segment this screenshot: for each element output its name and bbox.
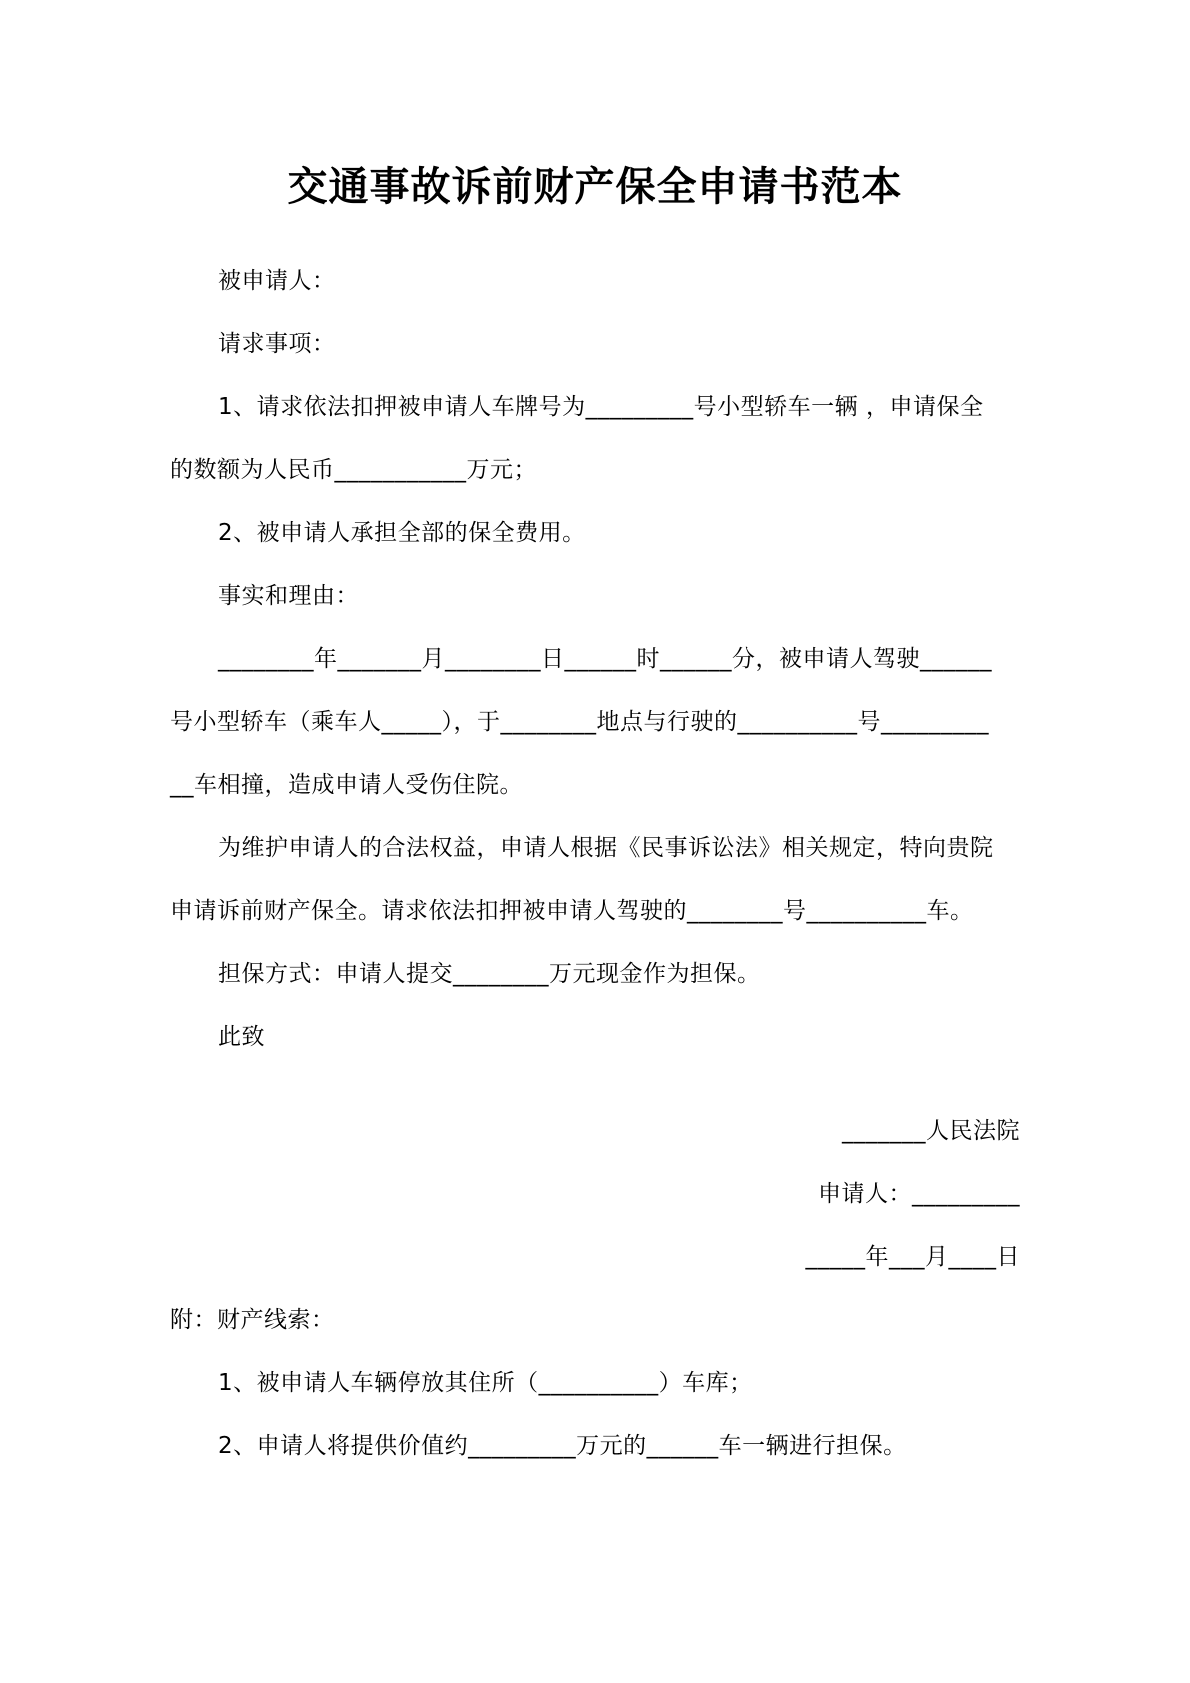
attachment-item-2: 2、申请人将提供价值约_________万元的______车一辆进行担保。 xyxy=(218,1433,907,1459)
reason-line-2: 申请诉前财产保全。请求依法扣押被申请人驾驶的________号__________车。 xyxy=(170,898,974,924)
facts-line-3: __车相撞，造成申请人受伤住院。 xyxy=(170,772,523,798)
closing-line: 此致 xyxy=(218,1024,265,1050)
facts-line-1: ________年_______月________日______时______分，被申请人驾驶______ xyxy=(218,646,992,672)
attachment-item-1: 1、被申请人车辆停放其住所（__________）车库； xyxy=(218,1370,753,1396)
signature-court: _______人民法院 xyxy=(842,1118,1020,1144)
claim-2: 2、被申请人承担全部的保全费用。 xyxy=(218,520,586,546)
claim-1-line-2: 的数额为人民币___________万元； xyxy=(170,457,537,483)
guarantee-line: 担保方式：申请人提交________万元现金作为担保。 xyxy=(218,961,761,987)
reason-line-1: 为维护申请人的合法权益，申请人根据《民事诉讼法》相关规定，特向贵院 xyxy=(218,835,994,861)
facts-heading: 事实和理由： xyxy=(218,583,359,609)
signature-applicant: 申请人：_________ xyxy=(818,1181,1020,1207)
document-title: 交通事故诉前财产保全申请书范本 xyxy=(287,164,903,210)
signature-date: _____年___月____日 xyxy=(805,1244,1020,1270)
respondent-line: 被申请人： xyxy=(218,268,336,294)
facts-line-2: 号小型轿车（乘车人_____），于________地点与行驶的__________号_________ xyxy=(170,709,989,735)
attachment-heading: 附：财产线索： xyxy=(170,1307,335,1333)
claims-heading: 请求事项： xyxy=(218,331,336,357)
claim-1-line-1: 1、请求依法扣押被申请人车牌号为_________号小型轿车一辆 ，申请保全 xyxy=(218,394,984,420)
